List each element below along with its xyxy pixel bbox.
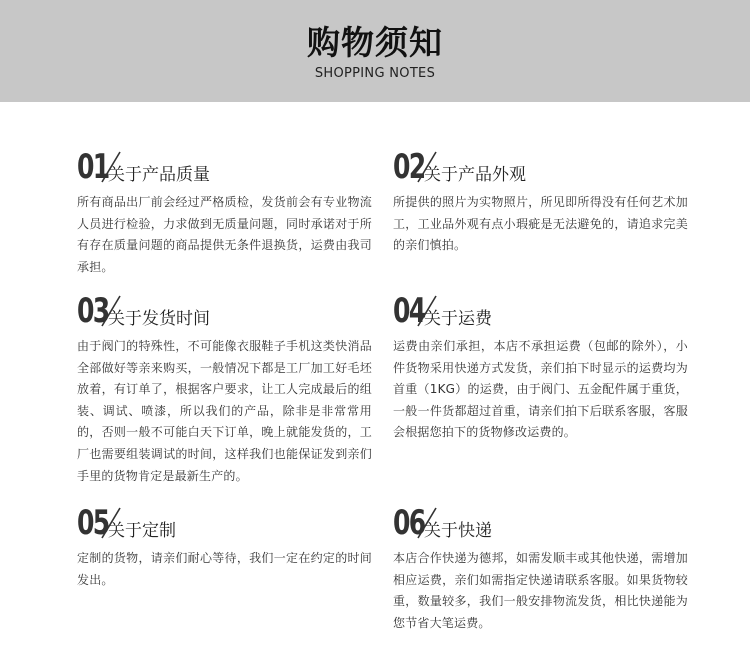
section-title: 关于产品质量 <box>108 165 210 185</box>
section-title: 关于运费 <box>424 309 492 329</box>
section-body: 定制的货物，请亲们耐心等待，我们一定在约定的时间发出。 <box>77 551 372 587</box>
section-heading <box>393 293 688 333</box>
section-number: 05 <box>77 503 109 543</box>
header-banner <box>0 0 750 102</box>
notice-section-appearance <box>393 149 688 257</box>
section-heading <box>77 149 372 189</box>
section-heading <box>77 505 372 545</box>
section-body: 所提供的照片为实物照片，所见即所得没有任何艺术加工，工业品外观有点小瑕疵是无法避免的，请追求完美的亲们慎拍。 <box>393 195 688 253</box>
section-title: 关于定制 <box>108 521 176 541</box>
section-number: 04 <box>393 291 425 331</box>
section-heading <box>393 505 688 545</box>
notice-section-customization <box>77 505 372 591</box>
section-heading <box>77 293 372 333</box>
notice-section-shipping-time <box>77 293 372 487</box>
section-title: 关于发货时间 <box>108 309 210 329</box>
section-body: 所有商品出厂前会经过严格质检，发货前会有专业物流人员进行检验，力求做到无质量问题，同时承诺对于所有存在质量问题的商品提供无条件退换货，运费由我司承担。 <box>77 195 372 274</box>
section-number: 06 <box>393 503 425 543</box>
section-body: 由于阀门的特殊性，不可能像衣服鞋子手机这类快消品全部做好等亲来购买，一般情况下都是工厂加工好毛坯放着，有订单了，根据客户要求，让工人完成最后的组装、调试、喷漆，所以我们的产品，除非是非常常用的，否则一般不可能白天下订单，晚上就能发货的，工厂也需要组装调试的时间，这样我们也能保证发到亲们手里的货物肯定是最新生产的。 <box>77 339 372 483</box>
section-number: 03 <box>77 291 109 331</box>
notice-section-freight <box>393 293 688 444</box>
page-title: 购物须知 <box>307 23 443 62</box>
section-title: 关于产品外观 <box>424 165 526 185</box>
page-subtitle: SHOPPING NOTES <box>314 66 436 81</box>
notice-section-courier <box>393 505 688 634</box>
section-number: 02 <box>393 147 425 187</box>
section-heading <box>393 149 688 189</box>
section-title: 关于快递 <box>424 521 492 541</box>
section-body: 运费由亲们承担，本店不承担运费（包邮的除外），小件货物采用快递方式发货，亲们拍下时显示的运费均为首重（1KG）的运费，由于阀门、五金配件属于重货，一般一件货都超过首重，请亲们拍下后联系客服，客服会根据您拍下的货物修改运费的。 <box>393 339 688 440</box>
section-body: 本店合作快递为德邦，如需发顺丰或其他快递，需增加相应运费，亲们如需指定快递请联系客服。如果货物较重，数量较多，我们一般安排物流发货，相比快递能为您节省大笔运费。 <box>393 551 688 630</box>
notice-section-quality <box>77 149 372 278</box>
section-number: 01 <box>77 147 109 187</box>
